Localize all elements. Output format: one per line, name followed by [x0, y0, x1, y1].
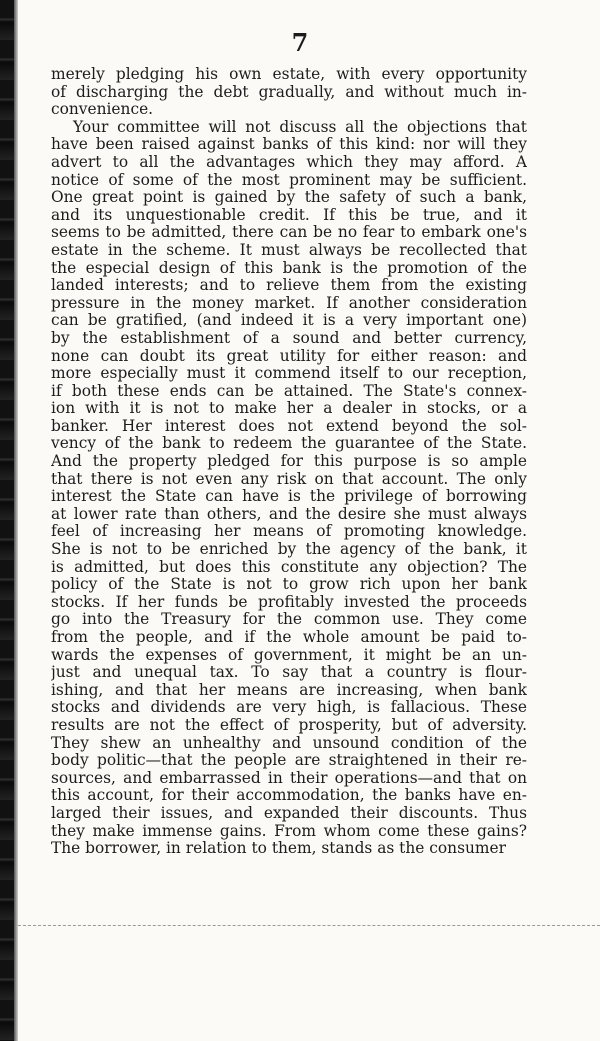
text-line: seems to be admitted, there can be no fear to embark one's [51, 224, 527, 242]
text-line: that there is not even any risk on that account. The only [51, 470, 527, 488]
text-line: larged their issues, and expanded their discounts. Thus [51, 804, 527, 822]
text-line: just and unequal tax. To say that a country is flour- [51, 664, 527, 682]
text-line: can be gratified, (and indeed it is a very important one) [51, 312, 527, 330]
text-line: body politic—that the people are straightened in their re- [51, 752, 527, 770]
text-line: advert to all the advantages which they may afford. A [51, 153, 527, 171]
text-line: policy of the State is not to grow rich upon her bank [51, 576, 527, 594]
text-line: ishing, and that her means are increasing, when bank [51, 681, 527, 699]
text-line: wards the expenses of government, it might be an un- [51, 646, 527, 664]
text-line: the especial design of this bank is the promotion of the [51, 259, 527, 277]
text-line: estate in the scheme. It must always be recollected that [51, 241, 527, 259]
text-line: notice of some of the most prominent may be sufficient. [51, 171, 527, 189]
text-line: interest the State can have is the privilege of borrowing [51, 488, 527, 506]
text-line: sources, and embarrassed in their operations—and that on [51, 769, 527, 787]
text-line: go into the Treasury for the common use. They come [51, 611, 527, 629]
page-number: 7 [291, 28, 309, 57]
text-line: at lower rate than others, and the desire she must always [51, 505, 527, 523]
text-line: they make immense gains. From whom come these gains? [51, 822, 527, 840]
text-line: from the people, and if the whole amount be paid to- [51, 629, 527, 646]
text-line: convenience. [51, 101, 154, 119]
text-line: They shew an unhealthy and unsound condition of the [51, 734, 527, 752]
text-line: if both these ends can be attained. The State's connex- [51, 382, 527, 400]
text-line: stocks. If her funds be profitably invested the proceeds [51, 593, 527, 611]
text-line: And the property pledged for this purpose is so ample [51, 453, 527, 471]
text-line: landed interests; and to relieve them from the existing [51, 277, 527, 295]
text-line: of discharging the debt gradually, and without much in- [51, 83, 527, 101]
text-line: pressure in the money market. If another consideration [51, 294, 527, 312]
text-line: feel of increasing her means of promoting knowledge. [51, 523, 527, 541]
text-line: this account, for their accommodation, the banks have en- [51, 787, 527, 805]
text-line: banker. Her interest does not extend beyond the sol- [51, 417, 527, 435]
text-line: is admitted, but does this constitute any objection? The [51, 558, 527, 576]
text-line: ion with it is not to make her a dealer in stocks, or a [51, 400, 527, 418]
text-line: The borrower, in relation to them, stands as the consumer [51, 840, 506, 858]
body-text [51, 66, 527, 858]
text-line: Your committee will not discuss all the objections that [73, 118, 527, 136]
page-fold-crease [18, 925, 600, 926]
binding-shadow [14, 0, 18, 1041]
text-line: results are not the effect of prosperity, but of adversity. [51, 716, 527, 734]
text-line: more especially must it commend itself to our reception, [51, 365, 527, 383]
text-line: none can doubt its great utility for either reason: and [51, 347, 527, 365]
text-line: and its unquestionable credit. If this be true, and it [51, 206, 527, 224]
text-line: merely pledging his own estate, with every opportunity [51, 66, 527, 83]
text-line: One great point is gained by the safety of such a bank, [51, 189, 527, 207]
text-line: have been raised against banks of this kind: nor will they [51, 136, 527, 154]
text-line: She is not to be enriched by the agency of the bank, it [51, 541, 527, 559]
book-binding-edge [0, 0, 14, 1041]
text-line: by the establishment of a sound and better currency, [51, 329, 527, 347]
text-line: vency of the bank to redeem the guarantee of the State. [51, 435, 527, 453]
text-line: stocks and dividends are very high, is fallacious. These [51, 699, 527, 717]
